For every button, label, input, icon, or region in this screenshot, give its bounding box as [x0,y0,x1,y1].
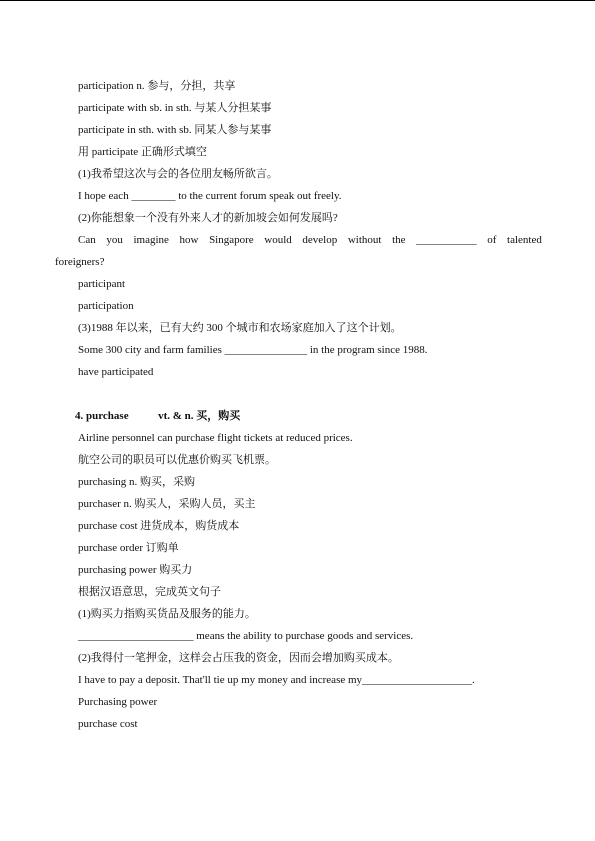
text-line: purchase order 订购单 [78,542,179,554]
word: without [347,234,382,246]
text-line: 航空公司的职员可以优惠价购买飞机票。 [78,454,276,466]
text-line: purchaser n. 购买人，采购人员，买主 [78,498,256,510]
word: Singapore [209,234,254,246]
text-line: Airline personnel can purchase flight tickets at reduced prices. [78,432,353,444]
word: talented [507,234,542,246]
answer-line: have participated [78,366,154,378]
top-rule [0,0,595,1]
text-line: (3)1988 年以来，已有大约 300 个城市和农场家庭加入了这个计划。 [78,322,402,334]
text-line: purchase cost 进货成本，购货成本 [78,520,240,532]
text-line: participation n. 参与，分担，共享 [78,80,236,92]
text-line: I have to pay a deposit. That'll tie up my money and increase my____________________. [78,674,475,686]
word: would [264,234,292,246]
answer-line: Purchasing power [78,696,158,708]
word: of [487,234,497,246]
text-line: purchasing n. 购买，采购 [78,476,196,488]
text-line: 根据汉语意思，完成英文句子 [78,586,221,598]
blank: ___________ [416,234,477,246]
text-line: participate in sth. with sb. 同某人参与某事 [78,124,272,136]
section-heading [75,409,240,423]
text-line: purchasing power 购买力 [78,564,193,576]
heading-word: 4. purchase [75,410,129,422]
answer-line: participation [78,300,134,312]
word: imagine [133,234,169,246]
word: you [106,234,123,246]
text-line: Some 300 city and farm families _______________ in the program since 1988. [78,344,428,356]
text-line: _____________________ means the ability to purchase goods and services. [78,630,414,642]
word: the [392,234,406,246]
text-line: 用 participate 正确形式填空 [78,146,207,158]
text-line: (1)购买力指购买货品及服务的能力。 [78,608,256,620]
text-line: (1)我希望这次与会的各位朋友畅所欲言。 [78,168,278,180]
word: Can [78,234,96,246]
word: how [179,234,199,246]
word: develop [302,234,338,246]
text-line: participate with sb. in sth. 与某人分担某事 [78,102,272,114]
justified-line [78,233,542,247]
text-line: (2)你能想象一个没有外来人才的新加坡会如何发展吗? [78,212,338,224]
answer-line: purchase cost [78,718,138,730]
answer-line: participant [78,278,126,290]
text-line: foreigners? [55,256,105,268]
heading-pos: vt. & n. 买，购买 [158,410,241,422]
text-line: I hope each ________ to the current forum speak out freely. [78,190,342,202]
text-line: (2)我得付一笔押金，这样会占压我的资金，因而会增加购买成本。 [78,652,399,664]
